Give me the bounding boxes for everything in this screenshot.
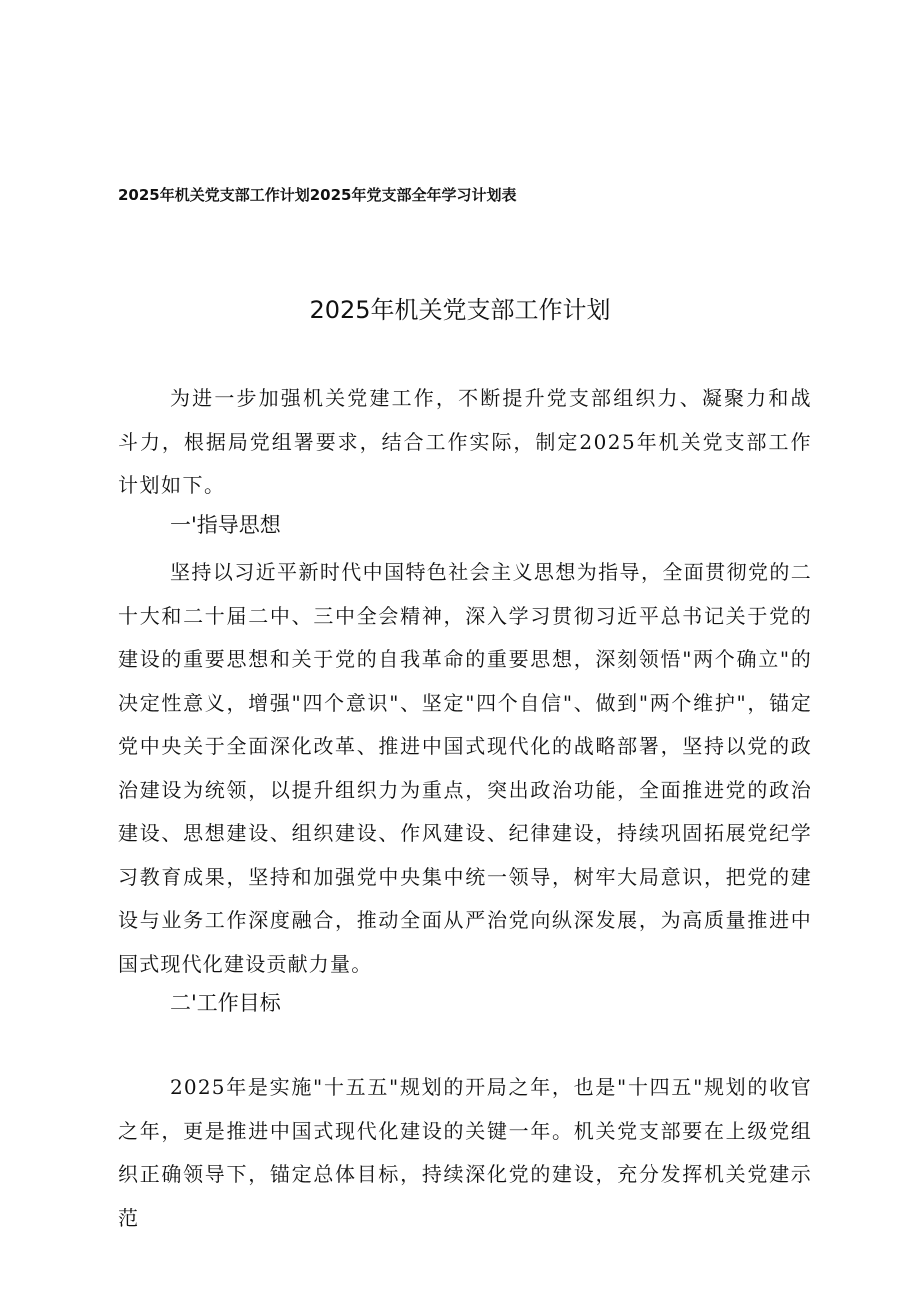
document-header-line: 2025年机关党支部工作计划2025年党支部全年学习计划表 <box>118 186 517 204</box>
section-body-guiding-thought: 坚持以习近平新时代中国特色社会主义思想为指导，全面贯彻党的二十大和二十届二中、三中全会精神，深入学习贯彻习近平总书记关于党的建设的重要思想和关于党的自我革命的重要思想，深刻领悟"两个确立"的决定性意义，增强"四个意识"、坚定"四个自信"、做到"两个维护"，锚定党中央关于全面深化改革、推进中国式现代化的战略部署，坚持以党的政治建设为统领，以提升组织力为重点，突出政治功能，全面推进党的政治建设、思想建设、组织建设、作风建设、纪律建设，持续巩固拓展党纪学习教育成果，坚持和加强党中央集中统一领导，树牢大局意识，把党的建设与业务工作深度融合，推动全面从严治党向纵深发展，为高质量推进中国式现代化建设贡献力量。 <box>118 560 812 976</box>
section-heading-guiding-thought: 一'指导思想 <box>170 513 281 537</box>
document-title: 2025年机关党支部工作计划 <box>309 296 611 324</box>
section-body-work-goals: 2025年是实施"十五五"规划的开局之年，也是"十四五"规划的收官之年，更是推进中国式现代化建设的关键一年。机关党支部要在上级党组织正确领导下，锚定总体目标，持续深化党的建设，充分发挥机关党建示范 <box>118 1075 812 1230</box>
intro-paragraph: 为进一步加强机关党建工作，不断提升党支部组织力、凝聚力和战斗力，根据局党组署要求，结合工作实际，制定2025年机关党支部工作计划如下。 <box>118 386 812 497</box>
section-heading-work-goals: 二'工作目标 <box>170 991 281 1015</box>
